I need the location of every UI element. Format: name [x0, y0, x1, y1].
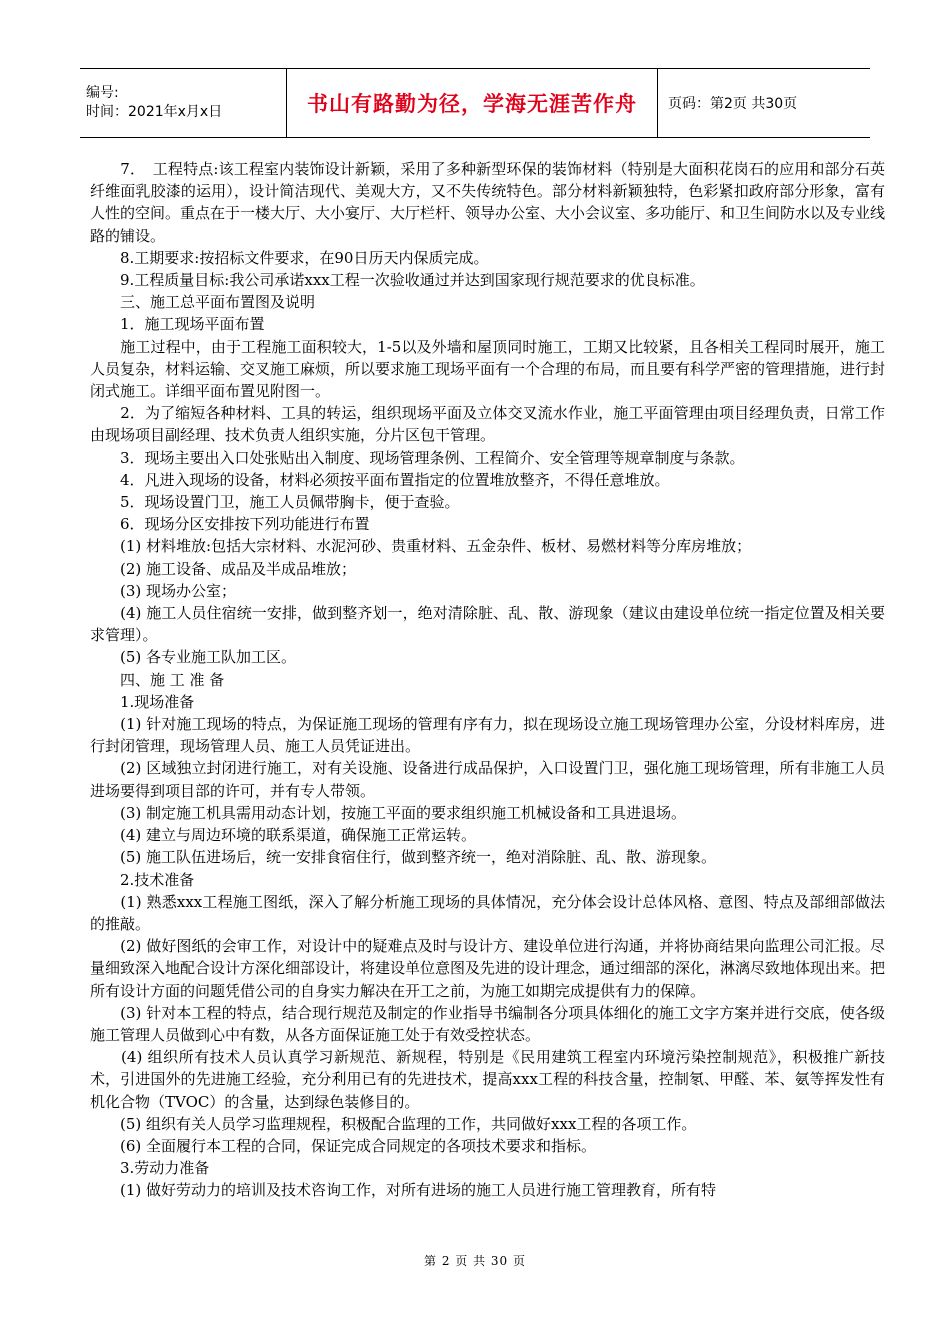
body-paragraph: (2) 施工设备、成品及半成品堆放； [90, 559, 357, 578]
body-paragraph: 施工过程中，由于工程施工面积较大，1-5以及外墙和屋顶同时施工，工期又比较紧，且各相关工程同时展开，施工人员复杂，材料运输、交叉施工麻烦，所以要求施工现场平面有一个合理的布局，而且要有科学严密的管理措施，进行封闭式施工。详细平面布置见附图一。 [90, 337, 886, 401]
body-paragraph: 7． 工程特点:该工程室内装饰设计新颖，采用了多种新型环保的装饰材料（特别是大面积花岗石的应用和部分石英纤维面乳胶漆的运用），设计简洁现代、美观大方，又不失传统特色。部分材料新颖独特，色彩紧扣政府部分形象，富有人性的空间。重点在于一楼大厅、大小宴厅、大厅栏杆、领导办公室、大小会议室、多功能厅、和卫生间防水以及专业线路的铺设。 [90, 160, 886, 245]
body-paragraph: (1) 做好劳动力的培训及技术咨询工作，对所有进场的施工人员进行施工管理教育，所有特 [90, 1181, 717, 1200]
header-meta [80, 69, 287, 138]
body-paragraph: 3．现场主要出入口处张贴出入制度、现场管理条例、工程简介、安全管理等规章制度与条款。 [90, 448, 745, 467]
body-paragraph: (4) 建立与周边环境的联系渠道，确保施工正常运转。 [90, 826, 477, 845]
body-paragraph: 5．现场设置门卫，施工人员佩带胸卡，便于查验。 [90, 493, 460, 512]
body-paragraph: 6．现场分区安排按下列功能进行布置 [90, 515, 370, 534]
body-paragraph: 9.工程质量目标:我公司承诺xxx工程一次验收通过并达到国家现行规范要求的优良标准。 [90, 271, 705, 290]
body-paragraph: (1) 针对施工现场的特点，为保证施工现场的管理有序有力，拟在现场设立施工现场管理办公室，分设材料库房，进行封闭管理，现场管理人员、施工人员凭证进出。 [90, 715, 885, 756]
body-paragraph: 2．为了缩短各种材料、工具的转运，组织现场平面及立体交叉流水作业，施工平面管理由项目经理负责，日常工作由现场项目副经理、技术负责人组织实施，分片区包干管理。 [90, 404, 885, 445]
header-page-info: 页码：第2页 共30页 [668, 96, 798, 112]
body-paragraph: (3) 现场办公室； [90, 581, 237, 600]
body-paragraph: 3.劳动力准备 [90, 1159, 210, 1178]
header-motto: 书山有路勤为径，学海无涯苦作舟 [287, 69, 658, 138]
page-footer: 第 2 页 共 30 页 [424, 1254, 526, 1268]
document-date-label: 时间：2021年x月x日 [86, 104, 223, 120]
body-paragraph: (2) 做好图纸的会审工作，对设计中的疑难点及时与设计方、建设单位进行沟通，并将协商结果向监理公司汇报。尽量细致深入地配合设计方深化细部设计，将建设单位意图及先进的设计理念，通过细部的深化，淋漓尽致地体现出来。把所有设计方面的问题凭借公司的自身实力解决在开工之前，为施工如期完成提供有力的保障。 [90, 937, 886, 1000]
body-paragraph: 三、施工总平面布置图及说明 [90, 293, 316, 312]
body-paragraph: (1) 熟悉xxx工程施工图纸，深入了解分析施工现场的具体情况，充分体会设计总体风格、意图、特点及部细部做法的推敲。 [90, 892, 885, 933]
document-header [80, 68, 870, 138]
document-body [90, 158, 885, 1202]
body-paragraph: (6) 全面履行本工程的合同，保证完成合同规定的各项技术要求和指标。 [90, 1136, 597, 1155]
body-paragraph: (4) 施工人员住宿统一安排，做到整齐划一，绝对清除脏、乱、散、游现象（建议由建设单位统一指定位置及相关要求管理）。 [90, 604, 885, 645]
body-paragraph: 1.现场准备 [90, 692, 195, 711]
document-number-label: 编号: [86, 85, 119, 101]
body-paragraph: (2) 区域独立封闭进行施工，对有关设施、设备进行成品保护，入口设置门卫，强化施工现场管理，所有非施工人员进场要得到项目部的许可，并有专人带领。 [90, 759, 885, 800]
body-paragraph: 1．施工现场平面布置 [90, 315, 265, 334]
body-paragraph: 8.工期要求:按招标文件要求，在90日历天内保质完成。 [90, 248, 489, 267]
body-paragraph: 4．凡进入现场的设备，材料必须按平面布置指定的位置堆放整齐，不得任意堆放。 [90, 470, 670, 489]
body-paragraph: (5) 组织有关人员学习监理规程，积极配合监理的工作，共同做好xxx工程的各项工作。 [90, 1114, 697, 1133]
body-paragraph: 四、施 工 准 备 [90, 670, 225, 689]
body-paragraph: (4) 组织所有技术人员认真学习新规范、新规程，特别是《民用建筑工程室内环境污染控制规范》，积极推广新技术，引进国外的先进施工经验，充分利用已有的先进技术，提高xxx工程的科技含量，控制氡、甲醛、苯、氨等挥发性有机化合物（TVOC）的含量，达到绿色装修目的。 [90, 1048, 885, 1111]
body-paragraph: (5) 各专业施工队加工区。 [90, 648, 297, 667]
body-paragraph: (1) 材料堆放:包括大宗材料、水泥河砂、贵重材料、五金杂件、板材、易燃材料等分库房堆放； [90, 537, 752, 556]
body-paragraph: (3) 制定施工机具需用动态计划，按施工平面的要求组织施工机械设备和工具进退场。 [90, 803, 687, 822]
body-paragraph: (5) 施工队伍进场后，统一安排食宿住行，做到整齐统一，绝对消除脏、乱、散、游现象。 [90, 848, 717, 867]
body-paragraph: 2.技术准备 [90, 870, 195, 889]
body-paragraph: (3) 针对本工程的特点，结合现行规范及制定的作业指导书编制各分项具体细化的施工文字方案并进行交底，使各级施工管理人员做到心中有数，从各方面保证施工处于有效受控状态。 [90, 1003, 885, 1044]
